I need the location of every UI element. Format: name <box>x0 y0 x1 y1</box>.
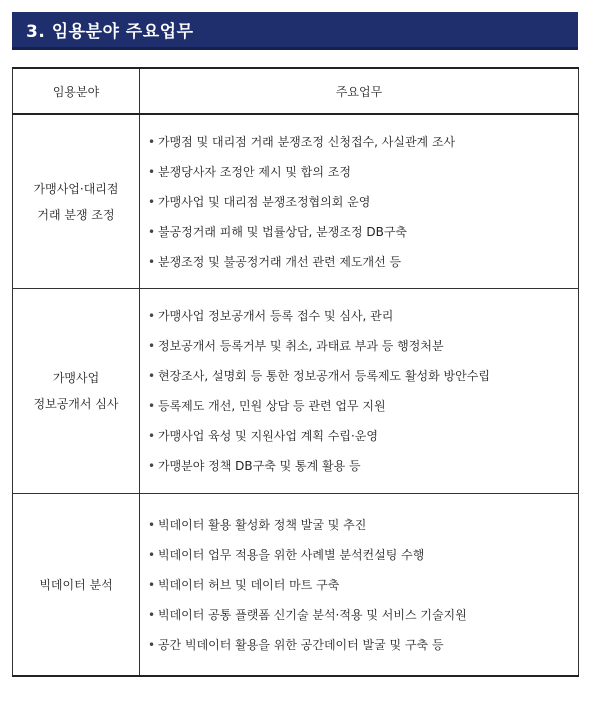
header-duties: 주요업무 <box>140 68 579 114</box>
field-name-line: 가맹사업·대리점 <box>33 181 119 196</box>
duty-text: 공간 빅데이터 활용을 위한 공간데이터 발굴 및 구축 등 <box>158 637 444 652</box>
duty-item <box>148 540 578 570</box>
bullet-icon: • <box>148 607 156 622</box>
duty-cell <box>140 289 579 494</box>
bullet-icon: • <box>148 339 156 353</box>
field-name-line: 정보공개서 심사 <box>33 397 119 411</box>
duty-text: 현장조사, 설명회 등 통한 정보공개서 등록제도 활성화 방안수립 <box>158 369 490 383</box>
duty-item <box>148 217 578 247</box>
duty-item <box>148 331 578 361</box>
duty-item <box>148 361 578 391</box>
bullet-icon: • <box>148 547 156 562</box>
duty-text: 빅데이터 허브 및 데이터 마트 구축 <box>158 577 340 592</box>
duty-item <box>148 630 578 660</box>
duty-item <box>148 127 578 157</box>
bullet-icon: • <box>148 254 156 269</box>
field-name-line: 거래 분쟁 조정 <box>37 207 115 222</box>
section-title-bar <box>12 12 578 50</box>
duties-table <box>12 67 579 677</box>
bullet-icon: • <box>148 429 156 443</box>
bullet-icon: • <box>148 577 156 592</box>
field-name-line: 빅데이터 분석 <box>39 577 113 592</box>
duty-text: 분쟁당사자 조정안 제시 및 합의 조정 <box>158 164 351 179</box>
bullet-icon: • <box>148 164 156 179</box>
duty-text: 빅데이터 공통 플랫폼 신기술 분석·적용 및 서비스 기술지원 <box>158 607 467 622</box>
bullet-icon: • <box>148 194 156 209</box>
bullet-icon: • <box>148 459 156 473</box>
duty-item <box>148 600 578 630</box>
table-row <box>13 289 579 494</box>
bullet-icon: • <box>148 369 156 383</box>
section-title: 3. 임용분야 주요업무 <box>26 22 194 42</box>
table-header-row <box>13 68 579 114</box>
duty-item <box>148 570 578 600</box>
bullet-icon: • <box>148 517 156 532</box>
duty-list <box>148 510 578 660</box>
duty-text: 가맹사업 및 대리점 분쟁조정협의회 운영 <box>158 194 371 209</box>
field-cell <box>13 289 140 494</box>
duty-item <box>148 157 578 187</box>
bullet-icon: • <box>148 399 156 413</box>
duty-cell <box>140 494 579 677</box>
duty-list <box>148 127 578 277</box>
duty-list <box>148 301 578 481</box>
duty-text: 불공정거래 피해 및 법률상담, 분쟁조정 DB구축 <box>158 224 408 239</box>
duty-item <box>148 391 578 421</box>
bullet-icon: • <box>148 224 156 239</box>
duty-text: 빅데이터 활용 활성화 정책 발굴 및 추진 <box>158 517 367 532</box>
duty-text: 가맹점 및 대리점 거래 분쟁조정 신청접수, 사실관계 조사 <box>158 134 456 149</box>
duty-text: 가맹사업 정보공개서 등록 접수 및 심사, 관리 <box>158 309 394 323</box>
duty-text: 등록제도 개선, 민원 상담 등 관련 업무 지원 <box>158 399 386 413</box>
duty-item <box>148 421 578 451</box>
bullet-icon: • <box>148 309 156 323</box>
header-field: 임용분야 <box>13 68 140 114</box>
bullet-icon: • <box>148 134 156 149</box>
duty-text: 빅데이터 업무 적용을 위한 사례별 분석컨설팅 수행 <box>158 547 425 562</box>
duty-cell <box>140 114 579 289</box>
duty-item <box>148 451 578 481</box>
duty-text: 가맹사업 육성 및 지원사업 계획 수립·운영 <box>158 429 378 443</box>
field-cell <box>13 494 140 677</box>
duty-text: 가맹분야 정책 DB구축 및 통계 활용 등 <box>158 459 361 473</box>
duty-item <box>148 510 578 540</box>
duty-item <box>148 301 578 331</box>
field-cell <box>13 114 140 289</box>
bullet-icon: • <box>148 637 156 652</box>
duty-item <box>148 187 578 217</box>
field-name-line: 가맹사업 <box>52 371 100 385</box>
duty-item <box>148 247 578 277</box>
table-row <box>13 494 579 677</box>
table-row <box>13 114 579 289</box>
duty-text: 정보공개서 등록거부 및 취소, 과태료 부과 등 행정처분 <box>158 339 444 353</box>
duty-text: 분쟁조정 및 불공정거래 개선 관련 제도개선 등 <box>158 254 402 269</box>
